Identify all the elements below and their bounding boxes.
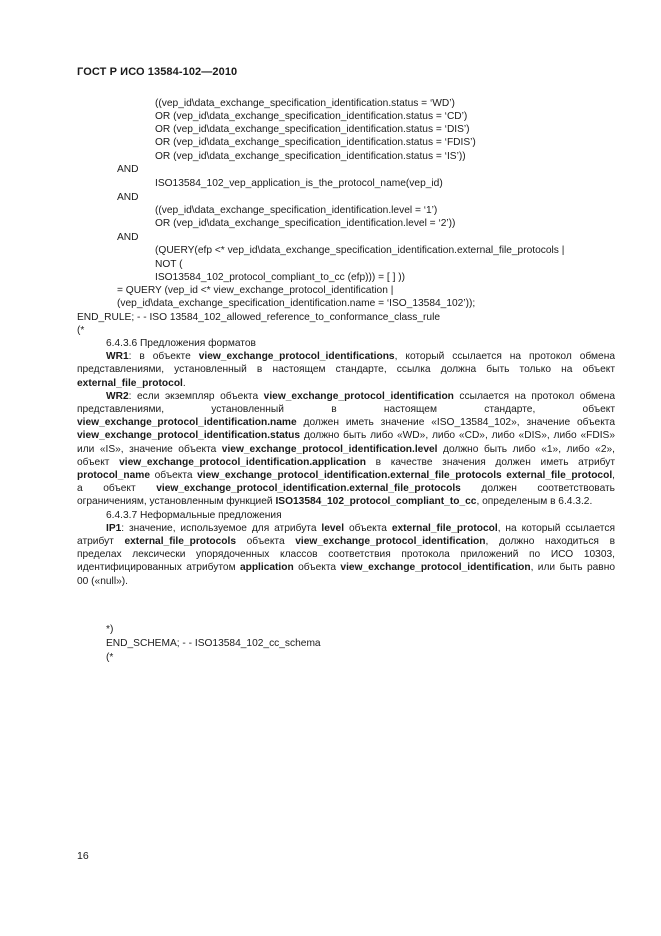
code-line: OR (vep_id\data_exchange_specification_identification.status = ‘DIS’): [155, 124, 470, 135]
code-line: END_RULE; - - ISO 13584_102_allowed_reference_to_conformance_class_rule: [77, 312, 440, 323]
code-line: *): [106, 624, 114, 635]
paragraph-ip1: IP1: значение, используемое для атрибута level объекта external_file_protocol, на который ссылается атрибут external_file_protocols объекта view_exchange_protocol_identification, должно находиться в пределах лексически упорядоченных классов соответствия протокола приложений по ИСО 10303, идентифицированных атрибутом application объекта view_exchange_protocol_identification, или быть равно 00 («null»).: [77, 522, 615, 587]
section-heading-6436: 6.4.3.6 Предложения форматов: [106, 338, 256, 349]
code-line: ((vep_id\data_exchange_specification_identification.status = ‘WD’): [155, 98, 455, 109]
paragraph-wr1: WR1: в объекте view_exchange_protocol_identifications, который ссылается на протокол обмена представлениями, установленный в настоящем стандарте, ссылка должна быть только на объект external_file_protocol.: [77, 351, 615, 389]
code-line: ISO13584_102_vep_application_is_the_protocol_name(vep_id): [155, 178, 443, 189]
code-line: (*: [106, 652, 114, 663]
code-line: ((vep_id\data_exchange_specification_identification.level = ‘1’): [155, 205, 438, 216]
code-line: = QUERY (vep_id <* view_exchange_protocol_identification |: [117, 285, 394, 296]
body-text: [77, 337, 615, 588]
code-line: OR (vep_id\data_exchange_specification_identification.status = ‘CD’): [155, 111, 468, 122]
page-number: 16: [77, 850, 89, 862]
code-line: ISO13584_102_protocol_compliant_to_cc (efp))) = [ ] )): [155, 272, 406, 283]
code-line: AND: [117, 192, 139, 203]
code-line: (QUERY(efp <* vep_id\data_exchange_specification_identification.external_file_protocols |: [155, 245, 565, 256]
paragraph-wr2: WR2: если экземпляр объекта view_exchange_protocol_identification ссылается на протокол обмена представлениями, установленный в настоящем стандарте, объект view_exchange_protocol_identification.name должен иметь значение «ISO_13584_102», значение объекта view_exchange_protocol_identification.status должно быть либо «WD», либо «CD», либо «DIS», либо «FDIS» или «IS», значение объекта view_exchange_protocol_identification.level должно быть либо «1», либо «2», объект view_exchange_protocol_identification.application в качестве значения должен иметь атрибут protocol_name объекта view_exchange_protocol_identification.external_file_protocols external_file_protocol, а объект view_exchange_protocol_identification.external_file_protocols должен соответствовать ограничениям, установленным функцией ISO13584_102_protocol_compliant_to_cc, определеным в 6.4.3.2.: [77, 390, 616, 508]
section-heading-6437: 6.4.3.7 Неформальные предложения: [106, 509, 282, 521]
code-line: OR (vep_id\data_exchange_specification_identification.status = ‘FDIS’): [155, 137, 476, 148]
code-line: AND: [117, 164, 139, 175]
code-line: OR (vep_id\data_exchange_specification_identification.status = ‘IS’)): [155, 151, 466, 162]
document-header: ГОСТ Р ИСО 13584-102—2010: [77, 66, 238, 78]
code-line: (vep_id\data_exchange_specification_identification.name = ‘ISO_13584_102’));: [117, 298, 476, 309]
code-line: END_SCHEMA; - - ISO13584_102_cc_schema: [106, 638, 321, 649]
code-line: NOT (: [155, 259, 183, 270]
code-line: (*: [77, 325, 85, 336]
code-line: OR (vep_id\data_exchange_specification_identification.level = ‘2’)): [155, 218, 456, 229]
code-line: AND: [117, 232, 139, 243]
